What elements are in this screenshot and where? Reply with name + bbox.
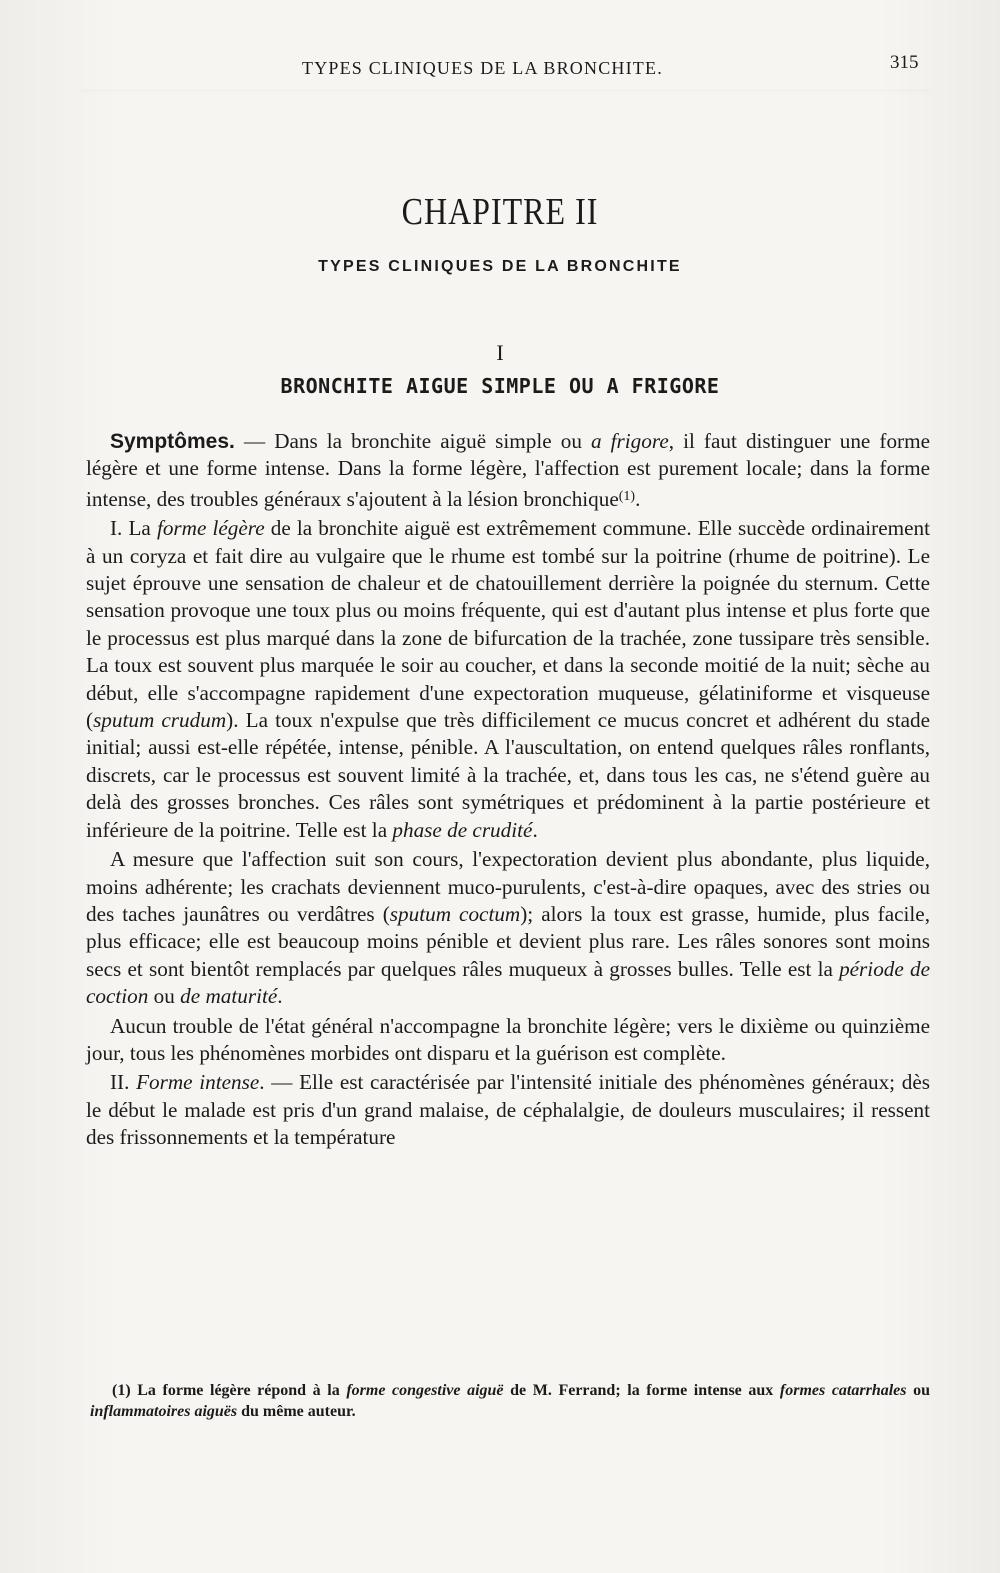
italic-run: sputum coctum xyxy=(389,901,521,926)
chapter-subtitle: TYPES CLINIQUES DE LA BRONCHITE xyxy=(318,258,682,275)
italic-run: période de coction xyxy=(86,956,930,1009)
paragraph-lead: Symptômes. xyxy=(110,430,235,453)
italic-run: forme légère xyxy=(156,516,265,541)
text-run: ). La toux n'expulse que très difficilement ce mucus concret et adhérent du stade initial; aussi est-elle répétée, intense, pénible. A l'auscultation, on entend quelques râles ronflants, discrets, car le processus est souvent limité à la trachée, et, dans tous les cas, ne s'étend guère au delà des grosses bronches. Ces râles sont symétriques et prédominent à la partie postérieure et inférieure de la poitrine. Telle est la xyxy=(86,708,930,842)
page-number: 315 xyxy=(890,52,919,73)
italic-run: de maturité xyxy=(180,984,278,1009)
text-run: A mesure que l'affection suit son cours, l'expectoration devient plus abondante, plus liquide, moins adhérente; les crachats deviennent muco-purulents, c'est-à-dire opaques, avec des stries ou des taches jaunâtres ou verdâtres ( xyxy=(86,847,930,926)
footnote xyxy=(90,1380,930,1422)
text-run: de M. Ferrand; la forme intense aux xyxy=(503,1382,780,1399)
italic-run: sputum crudum xyxy=(93,708,227,733)
paragraph-symptomes xyxy=(86,428,930,513)
running-title: TYPES CLINIQUES DE LA BRONCHITE. xyxy=(302,58,663,78)
text-run: . xyxy=(635,486,641,511)
text-run: I. La xyxy=(110,516,157,541)
text-run: de la bronchite aiguë est extrêmement commune. Elle succède ordinairement à un coryza et fait dire au vulgaire que le rhume est tombé sur la poitrine (rhume de poitrine). Le sujet éprouve une sensation de chaleur et de chatouillement derrière la poignée du sternum. Cette sensation provoque une toux plus ou moins fréquente, qui est d'autant plus intense et plus forte que le processus est plus marqué dans la zone de bifurcation de la trachée, zone tussipare très sensible. La toux est souvent plus marquée le soir au coucher, et dans la seconde moitié de la nuit; sèche au début, elle s'accompagne rapidement d'une expectoration muqueuse, gélatiniforme et visqueuse ( xyxy=(86,516,930,733)
chapter-title: CHAPITRE II xyxy=(401,190,599,233)
paragraph-forme-intense xyxy=(86,1069,930,1151)
text-run: ); alors la toux est grasse, humide, plus facile, plus efficace; elle est beaucoup moins pénible et devient plus rare. Les râles sonores sont moins secs et sont bientôt remplacés par quelques râles muqueux à grosses bulles. Telle est la xyxy=(86,901,930,981)
italic-run: forme congestive aiguë xyxy=(346,1382,504,1399)
footnote-mark: (1) xyxy=(112,1382,131,1399)
section-number: I xyxy=(496,340,504,365)
italic-run: Forme intense xyxy=(136,1070,260,1095)
text-run: La forme légère répond à la xyxy=(130,1382,347,1399)
italic-run: phase de crudité xyxy=(392,817,533,842)
paragraph-forme-legere xyxy=(86,515,930,844)
text-run: II. xyxy=(110,1070,137,1095)
text-run: . xyxy=(277,984,283,1009)
italic-run: formes catarrhales xyxy=(779,1382,907,1399)
text-run: ou xyxy=(148,984,181,1009)
running-head xyxy=(0,52,1000,84)
footnote-ref: (1) xyxy=(618,488,636,504)
section-heading: BRONCHITE AIGUE SIMPLE OU A FRIGORE xyxy=(280,374,720,398)
text-run: . — Elle est caractérisée par l'intensité initiale des phénomènes généraux; dès le début le malade est pris d'un grand malaise, de céphalalgie, de douleurs musculaires; il ressent des frissonnements et la température xyxy=(86,1070,930,1150)
text-run: . xyxy=(532,817,538,842)
italic-run: inflammatoires aiguës xyxy=(90,1403,238,1420)
text-run: , il faut distinguer une forme légère et une forme intense. Dans la forme légère, l'affection est purement locale; dans la forme intense, des troubles généraux s'ajoutent à la lésion bronchique xyxy=(86,429,930,511)
paragraph-guerison xyxy=(86,1013,930,1068)
text-run: Aucun trouble de l'état général n'accompagne la bronchite légère; vers le dixième ou quinzième jour, tous les phénomènes morbides ont disparu et la guérison est complète. xyxy=(86,1013,930,1065)
text-run: du même auteur. xyxy=(237,1403,356,1420)
italic-run: a frigore xyxy=(591,429,669,453)
text-run: — Dans la bronchite aiguë simple ou xyxy=(234,429,591,453)
body-text xyxy=(86,428,930,1154)
text-run: ou xyxy=(906,1382,931,1399)
paragraph-coction xyxy=(86,846,930,1010)
